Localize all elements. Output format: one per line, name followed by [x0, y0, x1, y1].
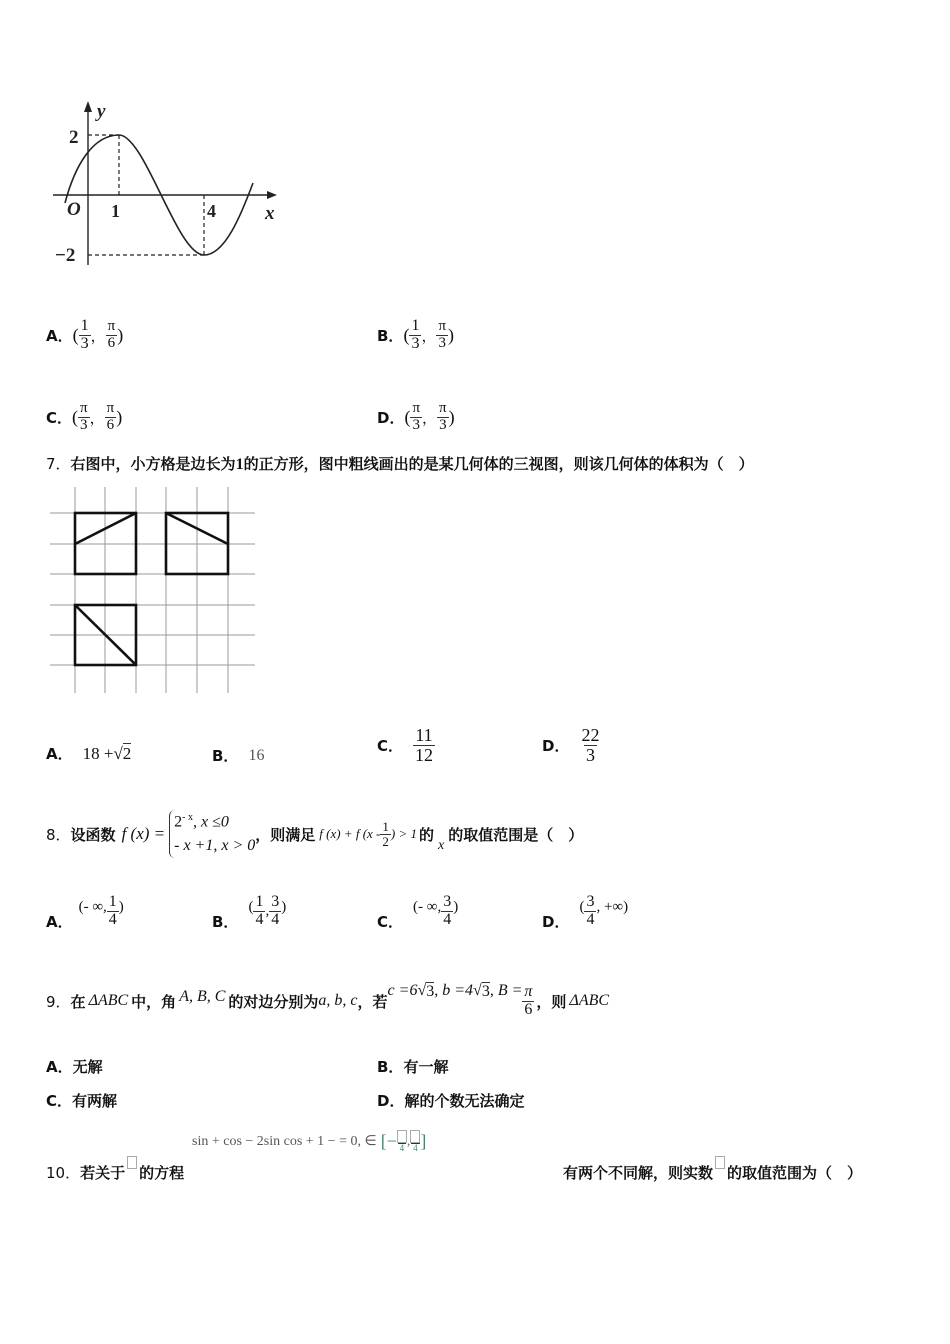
q9-angles: A, B, C — [179, 988, 226, 1005]
q8-option-b[interactable] — [212, 886, 286, 936]
q10-equation-text: sin + cos − 2sin cos + 1 − = 0, ∈ — [192, 1134, 377, 1150]
q8-option-d-right: , +∞) — [596, 898, 629, 915]
q7-option-c-frac: $\frac{11}{12}$ — [415, 724, 434, 765]
q7-option-b-letter: B． — [212, 747, 239, 765]
q8-option-a-right: ) — [118, 898, 124, 915]
three-view-grid — [45, 487, 260, 697]
q7-option-a[interactable] — [46, 743, 131, 764]
q6-option-b-frac2: $\frac{\pi}{3}$ — [438, 317, 447, 351]
q9-t1: 在 — [70, 992, 86, 1011]
q9-abc2: ΔABC — [569, 992, 610, 1009]
q8-option-c-frac: $\frac{3}{4}$ — [443, 892, 452, 928]
q8-option-c[interactable] — [377, 886, 458, 936]
q6-option-b[interactable] — [377, 310, 454, 360]
q10-t4: 的取值范围为（ ） — [727, 1164, 863, 1182]
q8-case1: $2^{- x}$, x ≤0 — [174, 811, 229, 831]
x-axis-label: x — [265, 203, 275, 224]
q10-param-placeholder-icon — [715, 1156, 725, 1169]
q8-ineq-frac: $\frac{1}{2}$ — [382, 818, 389, 849]
q8-option-d-left: ( — [579, 898, 585, 915]
q6-option-a-open: ( — [72, 324, 79, 345]
y-axis-arrow — [84, 101, 92, 112]
tick-x1-label: 1 — [111, 201, 120, 221]
q7-option-d-frac: $\frac{22}{3}$ — [581, 724, 600, 765]
q6-option-c-open: ( — [72, 406, 79, 427]
q9-option-d-text: 解的个数无法确定 — [404, 1092, 525, 1110]
q9-t5: ，则 — [536, 992, 567, 1011]
q6-option-d-letter: D． — [377, 408, 405, 427]
tick-yneg2-label: −2 — [55, 245, 76, 266]
q8-number: 8． — [46, 825, 71, 844]
q7-option-d[interactable] — [542, 720, 601, 770]
q7-option-a-root: √2 — [113, 743, 132, 763]
y-axis-label: y — [97, 101, 106, 122]
q6-option-a-letter: A． — [46, 326, 73, 345]
q10-t3: 有两个不同解，则实数 — [563, 1164, 714, 1182]
q8-option-a-frac: $\frac{1}{4}$ — [108, 892, 117, 928]
q8-option-b-frac2: $\frac{3}{4}$ — [271, 892, 280, 928]
q8-comma-text: ，则满足 — [255, 825, 316, 844]
q6-option-c-letter: C． — [46, 408, 73, 427]
q6-option-b-open: ( — [403, 324, 410, 345]
q6-option-c-frac1: $\frac{\pi}{3}$ — [80, 399, 88, 433]
q9-option-a[interactable] — [46, 1056, 103, 1077]
q6-option-d-close: ) — [448, 406, 455, 427]
q7-option-d-letter: D． — [542, 736, 570, 755]
q8-option-d-frac: $\frac{3}{4}$ — [586, 892, 595, 928]
q6-option-c-frac2: $\frac{\pi}{6}$ — [106, 399, 115, 433]
q8-option-c-left: (- ∞, — [413, 898, 442, 915]
q8-option-a[interactable] — [46, 886, 124, 936]
q10-question-left — [46, 1162, 184, 1183]
q9-t4: ，若 — [357, 992, 388, 1011]
q6-option-a[interactable] — [46, 310, 123, 360]
q8-option-c-letter: C． — [377, 912, 404, 931]
q9-option-b[interactable] — [377, 1056, 448, 1077]
q9-option-d-letter: D． — [377, 1092, 405, 1110]
q9-condition: c =6 √ 3 , b =4 √ 3 , B = $\frac{\pi}{6}$ — [387, 982, 533, 1018]
q9-option-c-text: 有两解 — [72, 1092, 118, 1110]
q7-option-c-letter: C． — [377, 736, 404, 755]
q9-sides: a, b, c — [318, 992, 358, 1009]
q10-interval: [− 4 , 4 ] — [380, 1131, 427, 1153]
q10-question-right — [563, 1162, 862, 1183]
q8-question — [46, 804, 583, 864]
q7-option-b-value: 16 — [248, 746, 265, 764]
q7-question — [46, 453, 754, 474]
q10-t2: 的方程 — [139, 1164, 185, 1182]
q8-option-b-left: ( — [248, 898, 254, 915]
q9-option-c[interactable] — [46, 1090, 117, 1111]
q7-option-a-value: 18 + — [82, 743, 114, 763]
sine-graph — [45, 95, 285, 270]
q9-number: 9． — [46, 992, 71, 1011]
q6-option-b-close: ) — [448, 324, 455, 345]
q10-number: 10． — [46, 1164, 81, 1182]
q9-question — [46, 976, 609, 1026]
q8-tail: 的取值范围是（ ） — [448, 825, 584, 844]
q7-text-pre: 右图中，小方格是边长为 — [70, 455, 236, 473]
q7-option-c[interactable] — [377, 720, 435, 770]
q9-t3: 的对边分别为 — [228, 992, 319, 1011]
x-axis-arrow — [267, 191, 277, 199]
q6-option-d-frac2: $\frac{\pi}{3}$ — [439, 399, 447, 433]
q8-piecewise — [169, 810, 255, 858]
q7-text-one: 1 — [235, 456, 244, 473]
q8-option-d-letter: D． — [542, 912, 570, 931]
q8-option-b-mid: , — [265, 902, 270, 919]
q9-t2: 中，角 — [131, 992, 177, 1011]
q6-option-d-frac1: $\frac{\pi}{3}$ — [412, 399, 421, 433]
q7-number: 7． — [46, 455, 71, 473]
q8-fx: f (x) = — [121, 824, 166, 843]
q6-option-d-open: ( — [404, 406, 411, 427]
q8-option-b-frac1: $\frac{1}{4}$ — [255, 892, 264, 928]
q6-option-a-frac2: $\frac{\pi}{6}$ — [107, 317, 116, 351]
q9-option-a-text: 无解 — [72, 1058, 103, 1076]
q9-option-c-letter: C． — [46, 1092, 73, 1110]
q8-var-x: x — [438, 838, 445, 853]
tick-x4-label: 4 — [207, 201, 216, 221]
q6-option-b-frac1: $\frac{1}{3}$ — [411, 316, 420, 352]
q8-label: 设函数 — [70, 825, 116, 844]
tick-y2-label: 2 — [69, 127, 79, 148]
q9-abc1: ΔABC — [88, 992, 129, 1009]
q6-option-a-sep: ， — [90, 326, 106, 345]
q6-option-c-sep: ， — [89, 408, 105, 427]
q9-option-d[interactable] — [377, 1090, 524, 1111]
q10-var-placeholder-icon — [127, 1156, 137, 1169]
q10-equation — [192, 1130, 426, 1153]
q8-case2: - x +1, x > 0 — [174, 837, 256, 855]
q8-ineq-pre: f (x) + f (x - — [319, 826, 381, 841]
q8-option-b-right: ) — [281, 898, 287, 915]
q9-option-b-text: 有一解 — [403, 1058, 449, 1076]
q7-option-a-letter: A． — [46, 745, 73, 763]
q8-option-a-letter: A． — [46, 912, 73, 931]
q6-option-c[interactable] — [46, 392, 122, 442]
q6-option-b-sep: ， — [421, 326, 437, 345]
q7-option-b[interactable] — [212, 745, 264, 766]
q8-ineq-post: ) > 1 — [390, 826, 417, 841]
origin-label: O — [67, 199, 81, 220]
q6-option-b-letter: B． — [377, 326, 404, 345]
q6-option-c-close: ) — [116, 406, 123, 427]
q8-option-a-left: (- ∞, — [78, 898, 107, 915]
q9-option-b-letter: B． — [377, 1058, 404, 1076]
q6-option-d-sep: ， — [422, 408, 438, 427]
q8-de: 的 — [418, 825, 434, 844]
q6-option-d[interactable] — [377, 392, 455, 442]
q6-option-a-close: ) — [117, 324, 124, 345]
q6-option-a-frac1: $\frac{1}{3}$ — [80, 316, 89, 352]
q8-option-b-letter: B． — [212, 912, 239, 931]
q7-text-post: 的正方形，图中粗线画出的是某几何体的三视图，则该几何体的体积为（ ） — [243, 455, 754, 473]
q9-option-a-letter: A． — [46, 1058, 73, 1076]
q10-t1: 若关于 — [80, 1164, 126, 1182]
q8-option-d[interactable] — [542, 886, 628, 936]
q8-option-c-right: ) — [453, 898, 459, 915]
